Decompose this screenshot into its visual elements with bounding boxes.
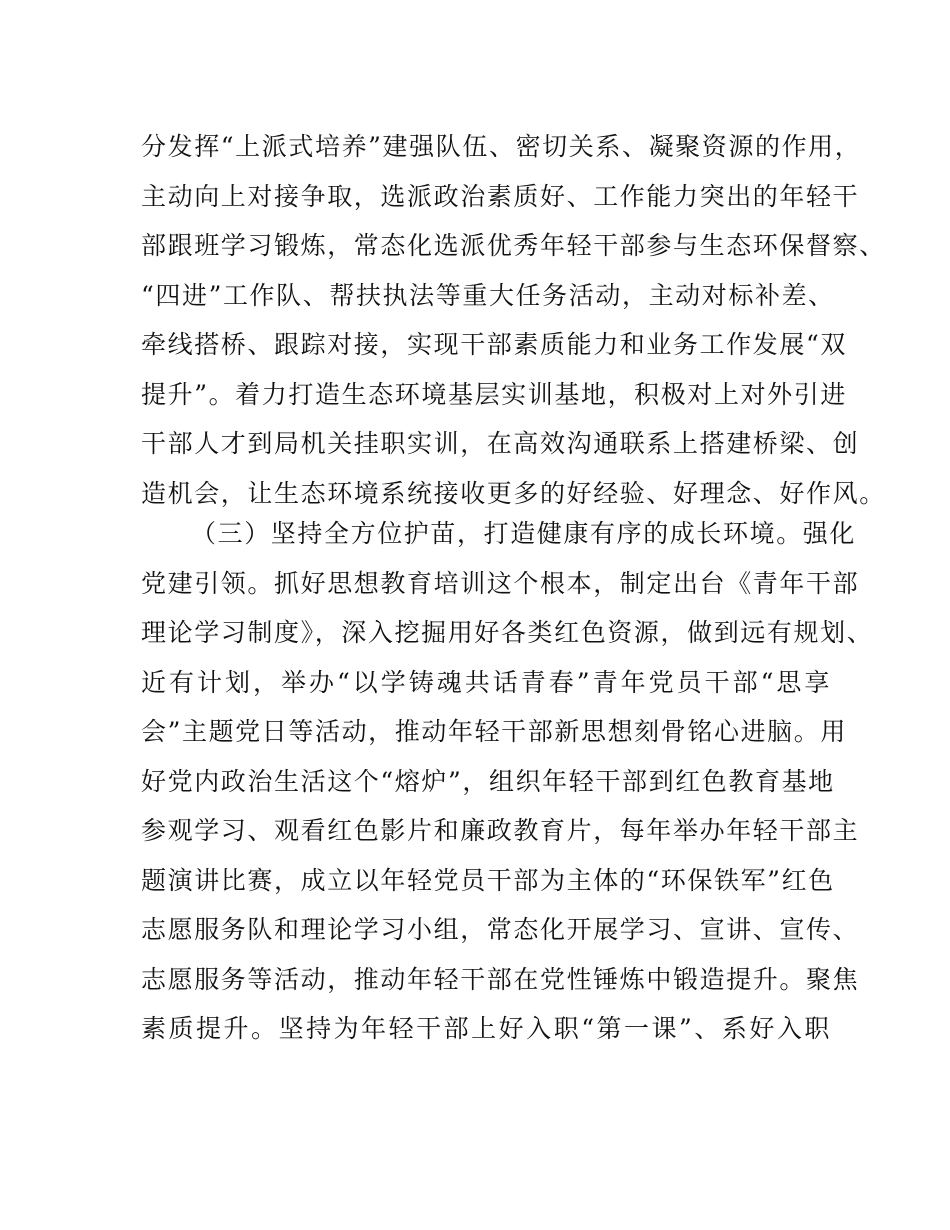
- paragraph-line: 干部人才到局机关挂职实训，在高效沟通联系上搭建桥梁、创: [141, 429, 860, 458]
- paragraph-line: 素质提升。坚持为年轻干部上好入职“第一课”、系好入职: [141, 1014, 831, 1043]
- paragraph-line: 参观学习、观看红色影片和廉政教育片，每年举办年轻干部主: [141, 816, 860, 845]
- paragraph-line: 理论学习制度》，深入挖掘用好各类红色资源，做到远有规划、: [141, 618, 874, 647]
- paragraph-line: 部跟班学习锻炼，常态化选派优秀年轻干部参与生态环保督察、: [141, 231, 886, 260]
- paragraph-line: 志愿服务等活动，推动年轻干部在党性锤炼中锻造提升。聚焦: [141, 964, 860, 994]
- paragraph-1: [141, 122, 886, 518]
- paragraph-line: 志愿服务队和理论学习小组，常态化开展学习、宣讲、宣传、: [141, 915, 860, 944]
- paragraph-line: 党建引领。抓好思想教育培训这个根本，制定出台《青年干部: [141, 568, 860, 598]
- paragraph-line: 提升”。着力打造生态环境基层实训基地，积极对上对外引进: [141, 379, 847, 409]
- paragraph-line: 主动向上对接争取，选派政治素质好、工作能力突出的年轻干: [141, 181, 860, 211]
- paragraph-line: 牵线搭桥、跟踪对接，实现干部素质能力和业务工作发展“双: [141, 330, 847, 359]
- paragraph-line: （三）坚持全方位护苗，打造健康有序的成长环境。强化: [191, 519, 857, 548]
- paragraph-line: 分发挥“上派式培养”建强队伍、密切关系、凝聚资源的作用，: [141, 132, 862, 161]
- paragraph-line: 题演讲比赛，成立以年轻党员干部为主体的“环保铁军”红色: [141, 865, 835, 895]
- paragraph-line: 造机会，让生态环境系统接收更多的好经验、好理念、好作风。: [141, 478, 886, 508]
- paragraph-line: 会”主题党日等活动，推动年轻干部新思想刻骨铭心进脑。用: [141, 717, 847, 746]
- paragraph-line: 好党内政治生活这个“熔炉”，组织年轻干部到红色教育基地: [141, 766, 835, 796]
- paragraph-line: “四进”工作队、帮扶执法等重大任务活动，主动对标补差、: [141, 280, 835, 310]
- paragraph-line: 近有计划，举办“以学铸魂共话青春”青年党员干部“思享: [141, 667, 831, 697]
- paragraph-2: [141, 509, 874, 1054]
